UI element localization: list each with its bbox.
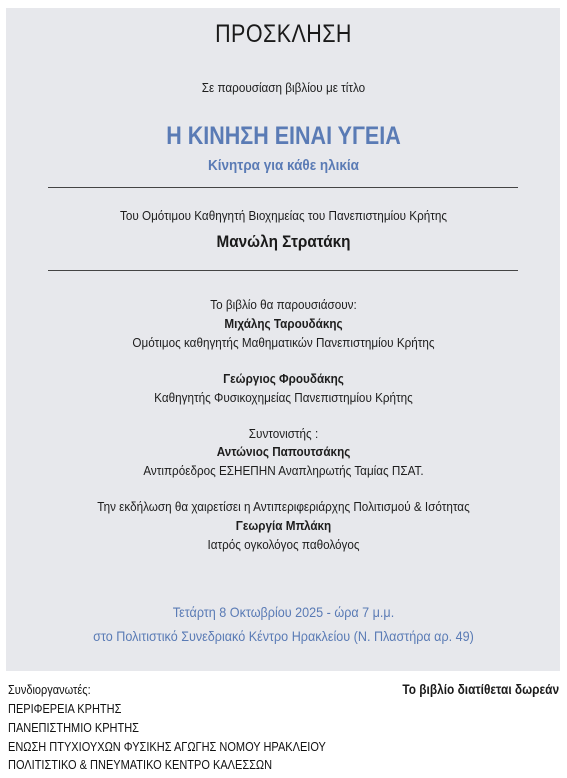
presenters-intro: Το βιβλίο θα παρουσιάσουν: <box>210 297 357 312</box>
organizer-1: ΠΕΡΙΦΕΡΕΙΑ ΚΡΗΤΗΣ <box>8 702 122 716</box>
presenter-2-name: Γεώργιος Φρουδάκης <box>223 371 344 386</box>
greeting-role: Ιατρός ογκολόγος παθολόγος <box>207 537 360 552</box>
presenter-2-role: Καθηγητής Φυσικοχημείας Πανεπιστημίου Κρήτης <box>154 390 413 405</box>
organizer-4: ΠΟΛΙΤΙΣΤΙΚΟ & ΠΝΕΥΜΑΤΙΚΟ ΚΕΝΤΡΟ ΚΑΛΕΣΣΩΝ <box>8 758 273 772</box>
book-subtitle: Κίνητρα για κάθε ηλικία <box>208 157 359 174</box>
greeting-text: Την εκδήλωση θα χαιρετίσει η Αντιπεριφεριάρχης Πολιτισμού & Ισότητας <box>97 499 470 514</box>
book-title: Η ΚΙΝΗΣΗ ΕΙΝΑΙ ΥΓΕΙΑ <box>166 122 401 150</box>
page-title: ΠΡΟΣΚΛΗΣΗ <box>215 20 352 48</box>
author-role: Του Ομότιμου Καθηγητή Βιοχημείας του Πανεπιστημίου Κρήτης <box>119 208 448 223</box>
presenter-1-role: Ομότιμος καθηγητής Μαθηματικών Πανεπιστημίου Κρήτης <box>132 335 435 350</box>
divider-top <box>48 187 518 188</box>
event-datetime: Τετάρτη 8 Οκτωβρίου 2025 - ώρα 7 μ.μ. <box>172 604 395 620</box>
moderator-label: Συντονιστής : <box>248 426 319 441</box>
greeting-name: Γεωργία Μπλάκη <box>235 518 332 533</box>
moderator-role: Αντιπρόεδρος ΕΣΗΕΠΗΝ Αναπληρωτής Ταμίας ΠΣΑΤ. <box>143 463 424 478</box>
organizers-label: Συνδιοργανωτές: <box>8 683 91 697</box>
organizer-2: ΠΑΝΕΠΙΣΤΗΜΙΟ ΚΡΗΤΗΣ <box>8 721 139 735</box>
free-book-note: Το βιβλίο διατίθεται δωρεάν <box>402 682 559 697</box>
author-name: Μανώλη Στρατάκη <box>216 232 351 251</box>
divider-bottom <box>48 270 518 271</box>
moderator-name: Αντώνιος Παπουτσάκης <box>216 444 351 459</box>
organizer-3: ΕΝΩΣΗ ΠΤΥΧΙΟΥΧΩΝ ΦΥΣΙΚΗΣ ΑΓΩΓΗΣ ΝΟΜΟΥ ΗΡΑΚΛΕΙΟΥ <box>8 740 326 754</box>
intro-text: Σε παρουσίαση βιβλίου με τίτλο <box>201 80 366 95</box>
presenter-1-name: Μιχάλης Ταρουδάκης <box>224 316 343 331</box>
event-venue: στο Πολιτιστικό Συνεδριακό Κέντρο Ηρακλείου (Ν. Πλαστήρα αρ. 49) <box>93 628 474 644</box>
